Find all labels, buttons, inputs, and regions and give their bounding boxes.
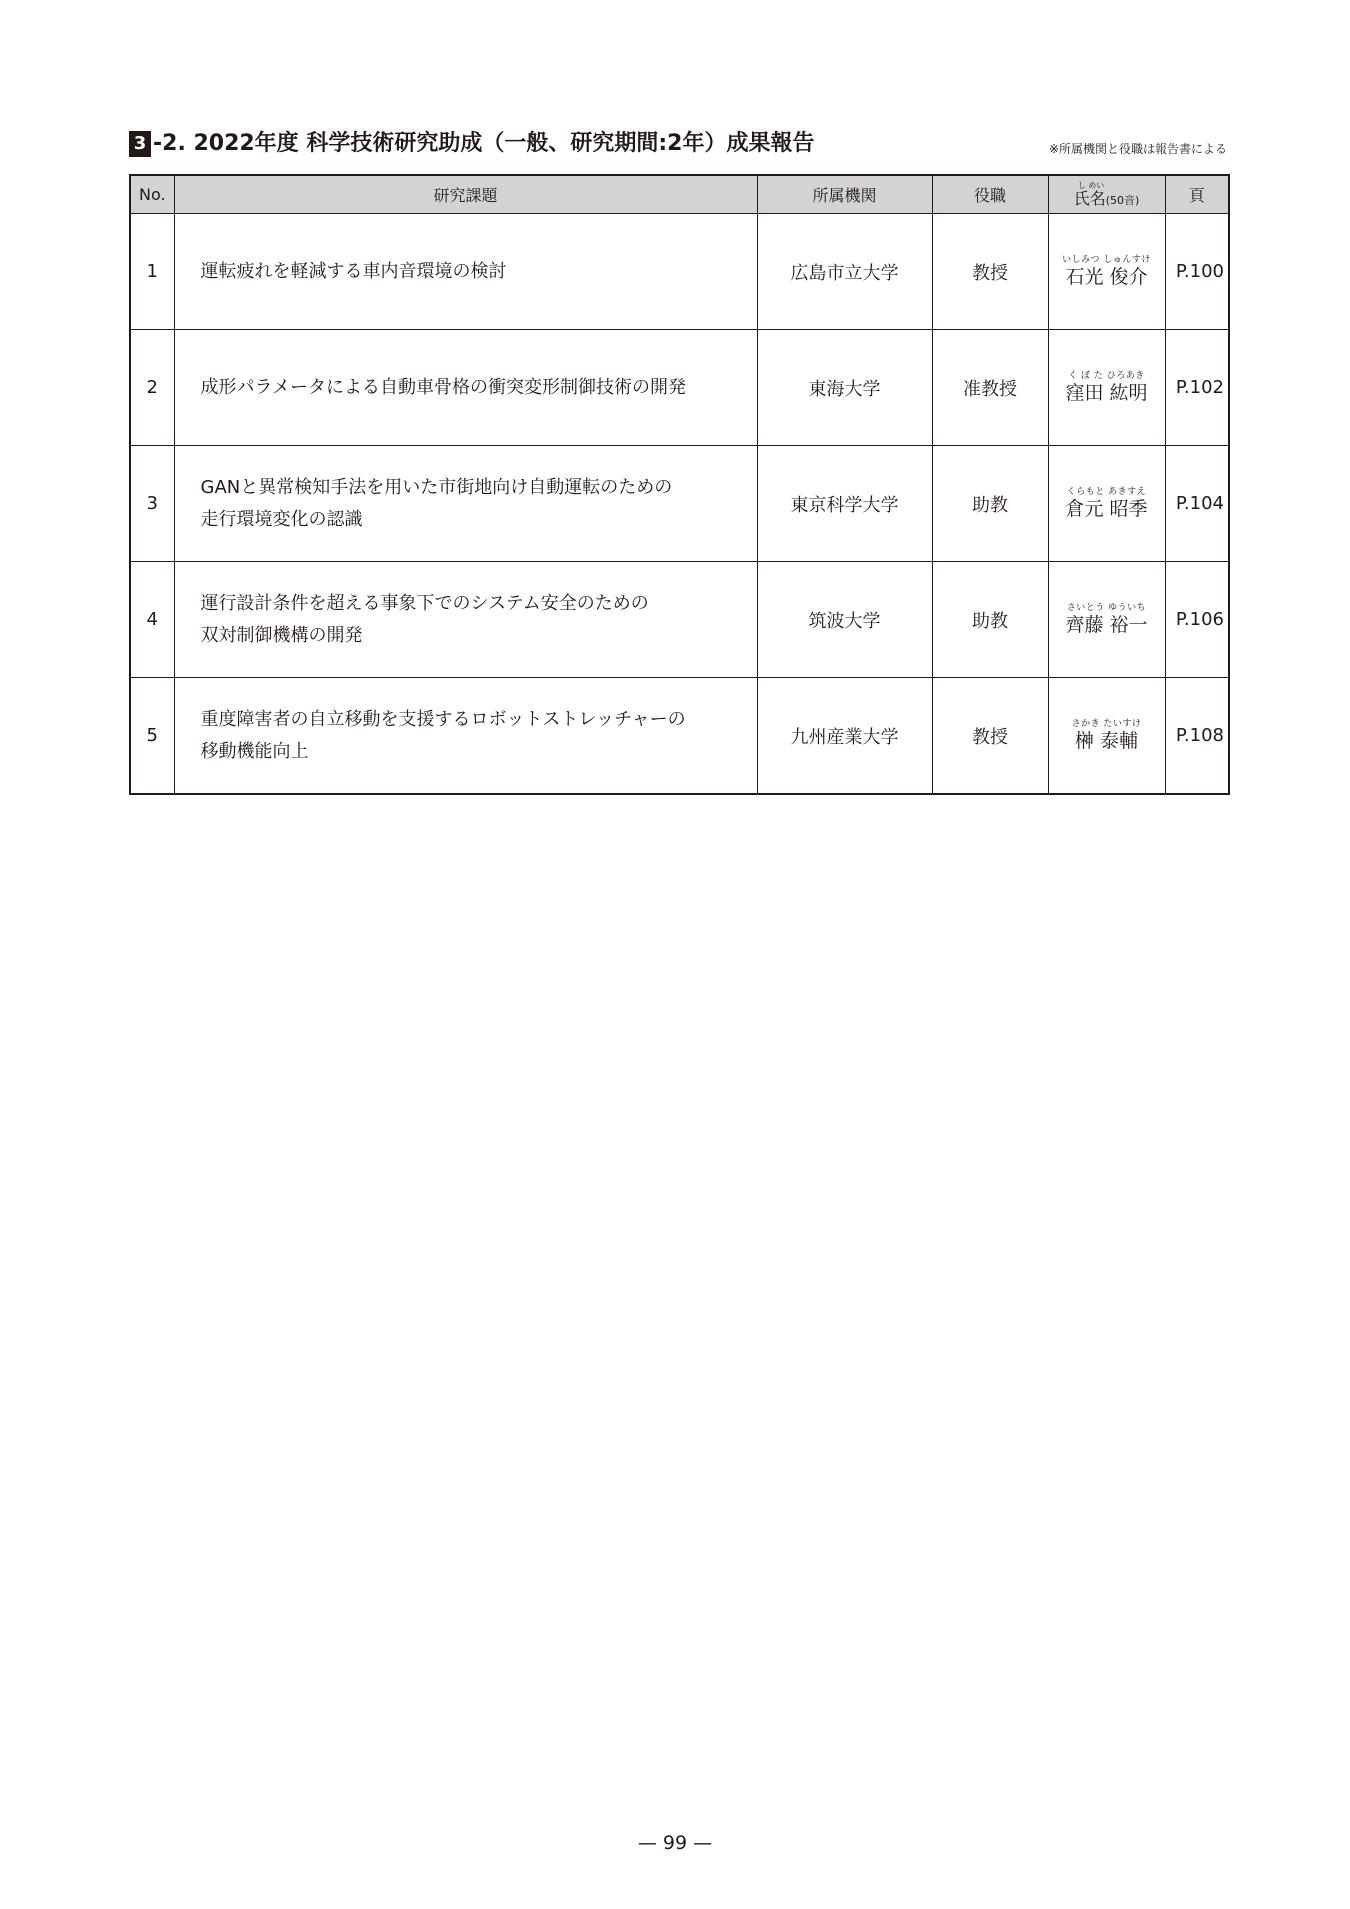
column-header-affiliation: 所属機関 [757, 175, 932, 214]
row-no: 4 [130, 562, 174, 678]
row-topic [174, 678, 757, 795]
row-no: 3 [130, 446, 174, 562]
column-header-name [1048, 175, 1165, 214]
row-affiliation: 東京科学大学 [757, 446, 932, 562]
row-affiliation: 九州産業大学 [757, 678, 932, 795]
table-row [130, 330, 1229, 446]
researcher-name: 齊藤 裕一 [1065, 613, 1148, 636]
row-position: 准教授 [932, 330, 1048, 446]
row-topic [174, 214, 757, 330]
row-topic [174, 446, 757, 562]
row-page: P.106 [1165, 562, 1229, 678]
table-header-row [130, 175, 1229, 214]
row-affiliation: 東海大学 [757, 330, 932, 446]
name-furigana: いしみつ しゅんすけ [1062, 254, 1151, 265]
column-header-no: No. [130, 175, 174, 214]
row-page: P.108 [1165, 678, 1229, 795]
row-topic-line: 成形パラメータによる自動車骨格の衝突変形制御技術の開発 [200, 376, 686, 398]
row-name-cell [1048, 214, 1165, 330]
name-furigana: くらもと あきすえ [1066, 486, 1147, 497]
row-topic-line: GANと異常検知手法を用いた市街地向け自動運転のための [200, 476, 673, 498]
name-header-furigana: し めい [1077, 180, 1105, 190]
page-number: — 99 — [637, 1832, 713, 1854]
row-affiliation: 広島市立大学 [757, 214, 932, 330]
row-position: 教授 [932, 214, 1048, 330]
column-header-topic: 研究課題 [174, 175, 757, 214]
row-position: 教授 [932, 678, 1048, 795]
name-ruby [1065, 604, 1147, 635]
row-topic-line: 走行環境変化の認識 [200, 508, 363, 530]
table-row [130, 562, 1229, 678]
row-position: 助教 [932, 562, 1048, 678]
row-affiliation: 筑波大学 [757, 562, 932, 678]
row-no: 5 [130, 678, 174, 795]
name-ruby [1065, 372, 1147, 403]
row-page: P.102 [1165, 330, 1229, 446]
column-header-page: 頁 [1165, 175, 1229, 214]
section-number-badge: 3 [129, 131, 151, 157]
name-header-label: 氏名 [1073, 188, 1106, 208]
row-name-cell [1048, 446, 1165, 562]
researcher-name: 榊 泰輔 [1074, 729, 1139, 752]
row-topic [174, 330, 757, 446]
row-name-cell [1048, 562, 1165, 678]
grant-results-table [129, 174, 1230, 795]
row-page: P.104 [1165, 446, 1229, 562]
row-topic-line: 双対制御機構の開発 [200, 624, 363, 646]
row-no: 2 [130, 330, 174, 446]
row-page: P.100 [1165, 214, 1229, 330]
section-title: -2. 2022年度 科学技術研究助成（一般、研究期間:2年）成果報告 [153, 131, 815, 156]
table-row [130, 214, 1229, 330]
name-ruby [1072, 720, 1142, 751]
name-furigana: さかき たいすけ [1071, 718, 1142, 729]
name-header-note: (50音) [1105, 193, 1140, 207]
row-topic-line: 移動機能向上 [200, 740, 309, 762]
name-ruby [1065, 488, 1147, 519]
row-topic-line: 重度障害者の自立移動を支援するロボットストレッチャーの [200, 708, 686, 730]
row-position: 助教 [932, 446, 1048, 562]
row-topic-line: 運転疲れを軽減する車内音環境の検討 [200, 260, 507, 282]
name-ruby [1062, 256, 1151, 287]
researcher-name: 石光 俊介 [1065, 265, 1148, 288]
name-furigana: く ぼ た ひろあき [1068, 370, 1145, 381]
table-row [130, 446, 1229, 562]
row-topic [174, 562, 757, 678]
section-header [129, 127, 1227, 161]
row-name-cell [1048, 678, 1165, 795]
researcher-name: 倉元 昭季 [1065, 497, 1148, 520]
source-note: ※所属機関と役職は報告書による [1048, 142, 1227, 156]
table-row [130, 678, 1229, 795]
row-no: 1 [130, 214, 174, 330]
name-furigana: さいとう ゆういち [1066, 602, 1147, 613]
column-header-position: 役職 [932, 175, 1048, 214]
row-topic-line: 運行設計条件を超える事象下でのシステム安全のための [200, 592, 649, 614]
name-header-ruby [1074, 182, 1140, 207]
row-name-cell [1048, 330, 1165, 446]
researcher-name: 窪田 紘明 [1065, 381, 1148, 404]
